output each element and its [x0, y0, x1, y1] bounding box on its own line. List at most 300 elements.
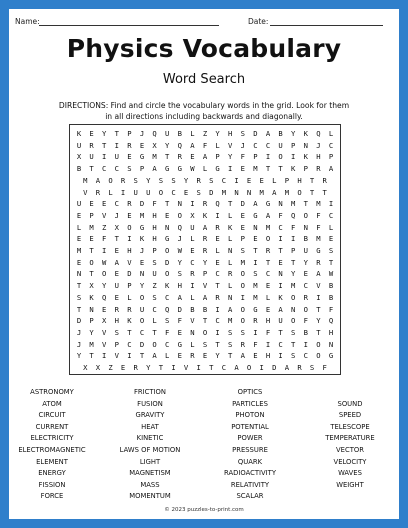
grid-letter: J [316, 140, 321, 150]
grid-letter: Y [303, 257, 308, 267]
vocab-word: PARTICLES [232, 399, 268, 408]
grid-letter: O [165, 246, 170, 255]
grid-letter: R [190, 269, 195, 279]
grid-letter: B [76, 164, 82, 174]
grid-letter: U [278, 140, 283, 150]
grid-letter: J [76, 339, 82, 349]
grid-letter: S [196, 187, 201, 197]
grid-letter: Q [328, 316, 334, 326]
grid-letter: Y [183, 175, 189, 185]
grid-letter: L [152, 316, 157, 326]
grid-letter: F [177, 316, 182, 326]
grid-letter: A [190, 140, 195, 150]
vocab-word: POWER [237, 434, 263, 443]
grid-letter: T [228, 351, 233, 361]
grid-letter: O [102, 269, 107, 279]
grid-letter: Y [291, 129, 296, 138]
grid-letter: E [215, 234, 220, 244]
grid-letter: E [240, 164, 245, 174]
grid-letter: I [120, 187, 126, 197]
grid-letter: U [190, 222, 195, 232]
vocab-word: FISSION [38, 480, 66, 489]
grid-letter: H [297, 175, 302, 185]
grid-letter: T [253, 246, 258, 255]
grid-letter: R [114, 304, 119, 314]
grid-letter: U [76, 140, 82, 150]
grid-letter: E [246, 175, 252, 185]
grid-letter: A [228, 304, 233, 314]
grid-letter: O [265, 234, 271, 244]
grid-letter: R [215, 222, 220, 232]
grid-letter: R [228, 269, 233, 279]
grid-letter: T [278, 246, 283, 255]
grid-letter: Q [215, 199, 220, 209]
grid-letter: R [89, 140, 94, 150]
word-column [204, 387, 296, 503]
grid-letter: M [253, 164, 258, 174]
grid-letter: C [221, 363, 227, 372]
grid-letter: Y [146, 363, 151, 372]
grid-letter: B [202, 304, 208, 314]
grid-letter: R [202, 199, 208, 209]
grid-letter: U [146, 187, 151, 197]
grid-letter: P [284, 175, 290, 185]
grid-letter: C [265, 269, 271, 279]
grid-letter: Y [215, 129, 220, 138]
grid-letter: O [303, 210, 308, 220]
grid-letter: C [190, 257, 195, 267]
grid-letter: E [183, 187, 189, 197]
grid-letter: B [303, 234, 308, 244]
grid-letter: E [253, 234, 258, 244]
grid-letter: T [316, 327, 321, 337]
grid-letter: E [259, 175, 264, 185]
grid-letter: N [234, 187, 239, 197]
grid-letter: R [120, 175, 126, 185]
grid-letter: F [322, 363, 327, 372]
grid-letter: M [89, 222, 94, 232]
grid-letter: S [152, 257, 157, 267]
grid-letter: D [127, 269, 132, 279]
grid-letter: M [83, 175, 88, 185]
grid-letter: R [202, 234, 208, 244]
grid-letter: V [183, 363, 189, 372]
grid-letter: C [114, 199, 119, 209]
grid-letter: P [303, 164, 308, 174]
grid-letter: Q [152, 129, 157, 138]
grid-letter: U [89, 152, 94, 162]
grid-letter: T [316, 304, 321, 314]
grid-letter: T [328, 257, 334, 267]
vocab-word: OPTICS [237, 388, 263, 396]
grid-letter: C [139, 327, 145, 337]
grid-letter: L [190, 339, 195, 349]
grid-letter: E [190, 246, 195, 255]
grid-letter: X [114, 222, 119, 232]
word-column [6, 387, 98, 503]
grid-letter: Q [316, 129, 321, 138]
grid-letter: R [240, 339, 245, 349]
grid-letter: T [322, 187, 327, 197]
grid-letter: P [139, 164, 145, 174]
grid-letter: L [215, 246, 220, 255]
grid-letter: E [89, 234, 94, 244]
grid-letter: U [152, 269, 157, 279]
grid-letter: E [114, 292, 119, 302]
grid-letter: I [228, 164, 233, 174]
grid-letter: F [240, 152, 245, 162]
grid-letter: E [177, 351, 182, 361]
directions-text: DIRECTIONS: Find and circle the vocabulary words in the grid. Look for them in all directions including backwards and diagonally. [58, 101, 350, 121]
vocab-word: RADIOACTIVITY [224, 469, 276, 478]
vocab-word: MASS [140, 480, 160, 489]
grid-letter: G [215, 164, 220, 174]
grid-letter: L [190, 129, 195, 138]
grid-letter: J [139, 129, 145, 138]
grid-letter: O [127, 222, 132, 232]
grid-letter: X [190, 210, 195, 220]
grid-letter: V [102, 339, 107, 349]
grid-letter: E [190, 152, 195, 162]
grid-letter: C [328, 140, 334, 150]
grid-letter: U [278, 316, 283, 326]
grid-letter: H [152, 234, 157, 244]
grid-letter: N [278, 199, 283, 209]
grid-letter: R [265, 246, 271, 255]
grid-letter: A [316, 269, 321, 279]
grid-letter: N [228, 246, 233, 255]
grid-letter: F [165, 327, 170, 337]
grid-letter: I [190, 199, 195, 209]
grid-letter: I [303, 339, 308, 349]
grid-letter: V [228, 140, 233, 150]
grid-letter: J [139, 246, 145, 255]
grid-letter: C [303, 351, 308, 361]
grid-letter: T [127, 327, 132, 337]
grid-letter: T [265, 257, 271, 267]
grid-letter: T [165, 199, 170, 209]
grid-letter: P [328, 152, 334, 162]
grid-letter: C [278, 222, 283, 232]
grid-letter: Q [165, 304, 170, 314]
grid-letter: X [95, 363, 101, 372]
grid-letter: I [215, 304, 220, 314]
grid-letter: I [278, 281, 283, 291]
grid-letter: I [215, 327, 220, 337]
grid-letter: V [316, 281, 321, 291]
grid-letter: S [177, 269, 182, 279]
grid-letter: T [265, 164, 271, 174]
grid-letter: T [291, 339, 296, 349]
grid-letter: R [322, 175, 327, 185]
grid-letter: C [171, 187, 176, 197]
grid-letter: H [265, 316, 271, 326]
grid-letter: Y [228, 152, 233, 162]
grid-letter: N [328, 339, 334, 349]
grid-letter: M [259, 187, 264, 197]
grid-letter: E [139, 257, 145, 267]
vocab-word: ATOM [42, 399, 62, 408]
grid-letter: D [209, 187, 214, 197]
grid-letter: S [240, 246, 245, 255]
grid-letter: I [114, 140, 119, 150]
grid-letter: T [114, 129, 119, 138]
grid-letter: Y [291, 269, 296, 279]
grid-letter: A [202, 222, 208, 232]
grid-letter: R [177, 152, 182, 162]
grid-letter: O [278, 152, 283, 162]
grid-letter: T [309, 187, 315, 197]
grid-letter: N [190, 327, 195, 337]
grid-letter: K [127, 316, 132, 326]
grid-letter: E [215, 257, 220, 267]
grid-letter: R [297, 363, 302, 372]
grid-letter: I [127, 351, 132, 361]
vocab-word: GRAVITY [135, 411, 165, 420]
grid-letter: G [265, 199, 271, 209]
grid-letter: N [228, 292, 233, 302]
grid-letter: M [291, 199, 296, 209]
vocab-word: SCALAR [236, 492, 264, 501]
vocab-word: HEAT [141, 422, 159, 431]
grid-letter: U [114, 281, 119, 291]
grid-letter: I [240, 292, 245, 302]
grid-letter: A [265, 210, 271, 220]
date-label: Date: [248, 17, 269, 26]
grid-letter: I [291, 152, 296, 162]
grid-letter: E [265, 304, 271, 314]
vocab-word: PHOTON [235, 411, 265, 420]
vocab-word: MAGNETISM [129, 469, 171, 478]
grid-letter: A [177, 292, 182, 302]
grid-letter: I [259, 363, 264, 372]
grid-letter: S [133, 175, 138, 185]
grid-letter: Y [177, 257, 182, 267]
grid-letter: D [165, 257, 170, 267]
grid-letter: E [120, 363, 126, 372]
grid-letter: V [202, 281, 208, 291]
grid-letter: S [291, 351, 296, 361]
grid-letter: T [139, 351, 145, 361]
grid-letter: M [76, 246, 82, 255]
vocab-word: ELECTRICITY [30, 434, 74, 443]
grid-letter: K [303, 129, 308, 138]
grid-letter: N [165, 222, 170, 232]
grid-letter: K [278, 292, 283, 302]
grid-letter: T [278, 164, 283, 174]
grid-letter: T [89, 351, 94, 361]
grid-letter: I [190, 281, 195, 291]
grid-letter: K [89, 292, 94, 302]
grid-letter: Y [202, 257, 208, 267]
grid-letter: C [102, 164, 107, 174]
grid-letter: B [177, 129, 182, 138]
grid-letter: V [190, 316, 195, 326]
grid-letter: M [316, 199, 321, 209]
grid-letter: T [309, 175, 315, 185]
grid-letter: P [253, 152, 258, 162]
vocab-word: TELESCOPE [330, 422, 370, 431]
vocab-word: SPEED [338, 411, 362, 420]
grid-letter: P [114, 339, 119, 349]
grid-letter: N [246, 187, 252, 197]
grid-letter: U [165, 129, 170, 138]
grid-letter: F [316, 222, 321, 232]
grid-letter: S [228, 327, 233, 337]
grid-letter: Y [215, 351, 220, 361]
grid-letter: U [139, 304, 145, 314]
page-subtitle: Word Search [162, 72, 246, 87]
vocab-word [304, 491, 396, 503]
grid-letter: E [89, 199, 94, 209]
grid-letter: A [253, 199, 258, 209]
grid-letter: S [209, 175, 214, 185]
grid-letter: E [265, 281, 271, 291]
vocab-word: VELOCITY [333, 457, 367, 466]
grid-letter: L [228, 234, 233, 244]
grid-letter: R [316, 257, 321, 267]
vocab-word: RELATIVITY [230, 480, 270, 489]
grid-letter: I [278, 351, 283, 361]
grid-letter: Y [102, 281, 107, 291]
grid-letter: R [133, 363, 138, 372]
grid-letter: I [278, 234, 283, 244]
grid-letter: N [253, 222, 258, 232]
grid-letter: T [291, 257, 296, 267]
grid-letter: F [265, 327, 271, 337]
grid-letter: N [278, 269, 283, 279]
grid-letter: Q [291, 210, 296, 220]
grid-letter: D [177, 304, 182, 314]
grid-letter: S [291, 327, 296, 337]
grid-letter: E [114, 269, 119, 279]
grid-letter: V [102, 327, 107, 337]
grid-letter: E [102, 199, 107, 209]
grid-letter: P [291, 140, 296, 150]
grid-letter: K [303, 152, 308, 162]
grid-letter: C [127, 339, 132, 349]
vocab-word: KINETIC [136, 434, 164, 443]
grid-letter: V [127, 257, 132, 267]
grid-letter: G [139, 152, 145, 162]
grid-letter: T [303, 199, 308, 209]
grid-letter: T [152, 327, 157, 337]
grid-letter: I [316, 292, 321, 302]
copyright-footer: © 2023 puzzles-to-print.com [164, 507, 244, 513]
grid-letter: J [240, 140, 245, 150]
grid-letter: T [89, 164, 94, 174]
grid-letter: O [246, 363, 252, 372]
grid-letter: I [253, 327, 258, 337]
grid-letter: M [265, 222, 271, 232]
grid-letter: I [328, 199, 334, 209]
grid-letter: D [240, 199, 245, 209]
grid-letter: J [114, 210, 119, 220]
grid-letter: T [278, 327, 283, 337]
grid-letter: L [202, 164, 208, 174]
grid-letter: T [89, 246, 94, 255]
grid-letter: R [190, 351, 195, 361]
grid-letter: R [127, 199, 132, 209]
grid-letter: C [165, 339, 170, 349]
grid-letter: E [202, 351, 208, 361]
grid-letter: D [272, 363, 277, 372]
grid-letter: P [89, 210, 94, 220]
grid-letter: Z [108, 363, 113, 372]
grid-letter: Y [89, 327, 94, 337]
grid-letter: K [165, 281, 170, 291]
grid-letter: A [152, 351, 157, 361]
grid-letter: L [215, 140, 220, 150]
vocab-word: ELEMENT [36, 457, 68, 466]
grid-letter: I [215, 210, 220, 220]
grid-letter: F [291, 222, 296, 232]
grid-letter: L [108, 187, 113, 197]
grid-letter: K [202, 210, 208, 220]
grid-letter: Z [102, 222, 107, 232]
grid-letter: P [215, 152, 220, 162]
grid-letter: F [202, 140, 208, 150]
grid-letter: P [202, 269, 208, 279]
grid-letter: I [234, 175, 239, 185]
grid-letter: J [76, 327, 82, 337]
grid-letter: D [253, 129, 258, 138]
grid-letter: L [190, 234, 195, 244]
grid-letter: O [291, 292, 296, 302]
grid-letter: I [102, 152, 107, 162]
vocab-word: VECTOR [336, 445, 364, 454]
vocab-word: QUARK [237, 457, 263, 466]
grid-letter: K [291, 164, 296, 174]
grid-letter: X [89, 281, 94, 291]
grid-letter: F [102, 234, 107, 244]
grid-letter: R [95, 187, 101, 197]
grid-letter: L [265, 292, 271, 302]
grid-letter: M [221, 187, 227, 197]
grid-letter: A [202, 292, 208, 302]
grid-letter: Q [102, 292, 107, 302]
grid-letter: B [328, 281, 334, 291]
grid-letter: B [190, 304, 195, 314]
grid-letter: S [202, 339, 208, 349]
grid-letter: U [303, 246, 308, 255]
grid-letter: O [316, 339, 321, 349]
grid-letter: N [303, 222, 308, 232]
grid-letter: I [102, 246, 107, 255]
grid-letter: T [202, 316, 208, 326]
grid-letter: L [165, 351, 170, 361]
vocab-word: PRESSURE [232, 445, 268, 454]
grid-letter: I [102, 351, 107, 361]
grid-letter: S [240, 129, 245, 138]
grid-letter: M [152, 152, 157, 162]
grid-letter: H [152, 222, 157, 232]
grid-letter: S [253, 269, 258, 279]
grid-row [70, 361, 340, 374]
grid-letter: S [309, 363, 315, 372]
vocab-word: ENERGY [38, 469, 66, 478]
grid-letter: T [215, 339, 220, 349]
grid-letter: I [171, 363, 176, 372]
vocab-word: FORCE [40, 492, 64, 501]
grid-letter: F [278, 210, 283, 220]
grid-letter: R [303, 292, 308, 302]
grid-letter: O [240, 304, 245, 314]
grid-letter: H [265, 351, 271, 361]
grid-letter: O [240, 269, 245, 279]
grid-letter: S [240, 327, 245, 337]
grid-letter: R [316, 164, 321, 174]
